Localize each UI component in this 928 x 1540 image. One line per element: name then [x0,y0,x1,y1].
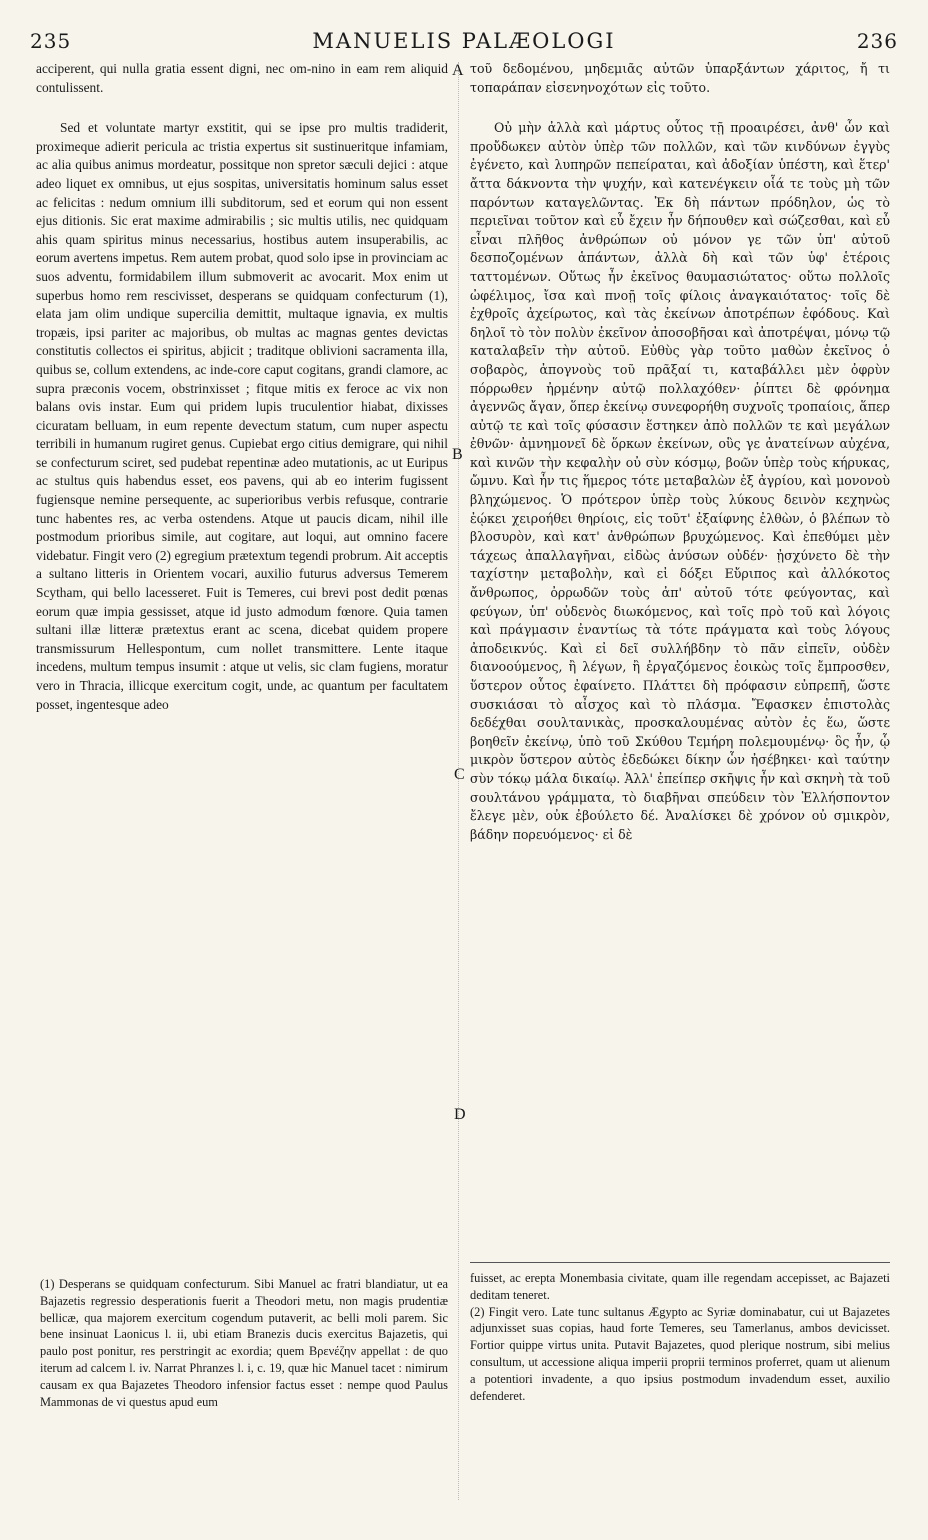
greek-carry-over: τοῦ δεδομένου, μηδεμιᾶς αὐτῶν ὑπαρξάντων χάριτος, ἤ τι τοπαράπαν εἰσενηνοχότων εἰς τοῦτο. [470,61,890,95]
latin-column [36,60,448,714]
running-title: MANUELIS PALÆOLOGI [312,29,616,53]
greek-column [470,60,890,844]
latin-paragraph: Sed et voluntate martyr exstitit, qui se ipse pro multis tradiderit, proximeque adierit pericula ac tristia expertus sit sustinueritque infamiam, ac alia quibus animus mordeatur, possitque non spretor sæculi dejici : atque adeo liquet ex omnibus, ut ejus sospitas, universitatis hominum salus esset ac felicitas : nedum omnium illi subditorum, sed et eorum qui non essent ejus ditionis. Sic erat maxime admirabilis ; sic multis utilis, nec quidquam ahis quam spiritus minus necessarius, hostibus autem insuperabilis, ac eorum avertens impetus. Rem autem probat, quod solo ipse in provinciam ac suos adventu, formidabilem illum submoverit ac avocarit. Mox enim ut superbus homo rem rescivisset, desperans se quidquam confecturum (1), elata jam olim undique supercilia demittit, multaque ignavia, ex multis tropæis, ipsi pariter ac majoribus, ob multas ac magnas gentes devictas constitutis collectos ei spiritus, abjicit ; traditque oblivioni sacramenta illa, quibus se, collum extendens, ac inde-core caput cogitans, grandi clamore, ac supra præconis vocem, obstrinxisset ; fitque mitis ex feroce ac vix non balans ovis instar. Eum qui pridem lupis truculentior hiabat, dixisses cicuratam belluam, in eum repente devectum statum, cum nuper aspectu terribili in humanum rugiret genus. Cupiebat ergo citius demigrare, qui nihil se confecturum sciret, sed pudebat repentinæ adeo mutationis, ac ut Euripus ac stultus quis habendus esset, eos pavens, qui ab eo interim fugissent fugiensque nemine persequente, ac superioribus verbis refusque, contrarie tunc habentes res, ac verba ostendens. Atque ut paucis dicam, nihil ille postmodum prioribus simile, aut cogitare, aut loqui, aut omnino facere videbatur. Fingit vero (2) egregium prætextum tegendi probrum. Ait acceptis a sultano litteris in Orientem vocari, auxilio futurus adversus Temerem Scytham, qui bello lacesseret. Fuit is Temeres, cui brevi post dedit pœnas eorum quæ impia gessisset, atque id justo admodum fœnore. Quia tamen sultani illæ litteræ prætextus erant ac scena, dicebat quidem propere transmissurum Hellespontum, cum nollet transmittere. Lente itaque incedens, multum tempus insumit : atque ut velis, sic clam fugiens, moratur vero in Thracia, illicque exercitum cogit, unde, ac quantum per facultatem posset, ingentesque adeo [36,120,448,712]
margin-letter-b: B [452,446,463,463]
latin-carry-over: acciperent, qui nulla gratia essent digni, nec om-nino in eam rem aliquid contulissent. [36,61,448,95]
right-page-number: 236 [856,29,898,53]
greek-paragraph: Οὐ μὴν ἀλλὰ καὶ μάρτυς οὗτος τῇ προαιρέσει, ἀνθ' ὧν καὶ προὔδωκεν αὐτὸν ὑπὲρ τῶν πολλῶν, καὶ τῶν κινδύνων ἐγγὺς ἐγένετο, καὶ λυπηρῶν πεπείραται, καὶ ἀδοξίαν ὑπέστη, καὶ ἕτερ' ἄττα δάκνοντα τὴν ψυχήν, καὶ κατενέγκειν οἷά τε τοὺς μὴ τῶν παρόντων καταγελῶντας. Ἐκ δὴ πάντων πρόδηλον, ὡς τὸ περιεῖναι τοῦτον καὶ εὖ ἔχειν ἦν δήπουθεν καὶ σώζεσθαι, καὶ εὖ εἶναι πλῆθος ἀνθρώπων οὐ μόνον γε τῶν ὑπ' αὐτοῦ δεσποζομένων ἁπάντων, ἀλλὰ δὴ καὶ τῶν ὑφ' ἑτέροις ταττομένων. Οὕτως ἦν ἐκεῖνος θαυμασιώτατος· οὕτω πολλοῖς ὠφέλιμος, ἴσα καὶ πνοῇ τοῖς φίλοις ἀναγκαιότατος· τοῖς δὲ ἐχθροῖς ἀχείρωτος, καὶ τὰς ἐκείνων ἀποτρέπων ἐφόδους. Καὶ δηλοῖ τὸ τὸν πολὺν ἐκεῖνον ἀποσοβῆσαι καὶ ἀποτρέψαι, μόνῳ τῷ καταλαβεῖν τὴν αὐτοῦ. Εὐθὺς γὰρ τοῦτο μαθὼν ἐκεῖνος ὁ σοβαρὸς, ἀπογνοὺς τοῦ πρᾶξαί τι, καταβάλλει μὲν ὀφρὺν πόρρωθεν ἠρμένην αὐτῷ πολλαχόθεν· ῥίπτει δὲ φρόνημα ἀγεννῶς ἄγαν, ὅπερ ἐκείνῳ συνεφορήθη συχνοῖς τροπαίοις, ἅπερ αὐτῷ τε καὶ τοῖς φύσασιν ἕστηκεν ἀπὸ πολλῶν τε καὶ μεγάλων ἐθνῶν· ἀμνημονεῖ δὲ ὅρκων ἐκείνων, οὓς γε ἀνατείνων αὐχένα, καὶ κινῶν τὴν κεφαλὴν οὐ σὺν κόσμῳ, βοῶν ὑπὲρ τοὺς κήρυκας, ὤμνυ. Καὶ ἦν τις ἥμερος τότε μεταβαλὼν ἐξ ἀγρίου, καὶ μονονοὺ βληχώμενος. Ὁ πρότερον ὑπὲρ τοὺς λύκους δεινὸν κεχηνὼς ἐῴκει χειροήθει θηρίοις, εἰς τοῦτ' ἐξαίφνης ἐλθὼν, ὁ βλέπων τὸ βλοσυρὸν, καὶ κατ' ἀνθρώπων βρυχώμενος. Καὶ ἐπεθύμει μὲν τάχεως ἀπαλλαγῆναι, εἰδὼς ἀνύσων οὐδέν· ᾐσχύνετο δὲ τὴν ταχίστην μεταβολὴν, καὶ εἰ δόξει Εὔριπος καὶ ἀλλόκοτος ἄνθρωπος, ὀρρωδῶν τοὺς ἀπ' αὐτοῦ τότε φεύγοντας, καὶ φεύγων, ὑπ' οὐδενὸς διωκόμενος, καὶ τοῖς πρὸ τοῦ καὶ λόγοις καὶ πράγμασιν ἐναντίως τὰ τότε πράγματα καὶ τοὺς λόγους ἀποδεικνύς. Καὶ εἰ δεῖ συλλήβδην τὸ πᾶν εἰπεῖν, οὐδὲν διανοούμενος, ἢ λέγων, ἢ ἐργαζόμενος ἐοικὼς τοῖς ἔμπροσθεν, ὕστερον οὗτος ἐφαίνετο. Πλάττει δὴ πρόφασιν εὐπρεπῆ, ὥστε συσκιάσαι τὸ αἶσχος καὶ τὸ πλάσμα. Ἔφασκεν ἐπιστολὰς δεδέχθαι σουλτανικὰς, προσκαλουμένας αὐτὸν ἐς ἕω, ὥστε βοηθεῖν ἐκείνῳ, ὑπὸ τοῦ Σκύθου Τεμήρη πολεμουμένῳ· ὃς ἦν, ᾧ μικρὸν ὕστερον αὐτὸς ἐδεδώκει δίκην ὧν ἠσέβηκει· καὶ ταύτην σὺν τόκῳ μάλα δικαίῳ. Ἀλλ' ἐπείπερ σκῆψις ἦν καὶ σκηνὴ τὰ τοῦ σουλτάνου γράμματα, τὸ διαβῆναι σπεύδειν τὸν Ἑλλήσποντον ἔλεγε μὲν, οὐκ ἐβούλετο δέ. Ἀναλίσκει δὲ χρόνον οὐ σμικρὸν, βάδην πορευόμενος· εἰ δὲ [470,120,890,842]
page-header [30,28,898,54]
margin-letter-d: D [454,1106,466,1123]
margin-letter-c: C [454,766,465,783]
footnote-rule [470,1262,890,1263]
left-page-number: 235 [30,29,72,53]
footnote-left: (1) Desperans se quidquam confecturum. Sibi Manuel ac fratri blandiatur, ut ea Bajazetis regressio desperationis fuerit a Theodori metu, non magis prudentiæ bellicæ, qua majorem exercitum cogendum putaverit, ac belli moli parem. Sic bene insinuat Laonicus l. ii, ubi etiam Branezis ducis exercitus Bajazetis, qui paulo post ponitur, res perstringit ac exordia; quem Βρενέζην appellat : de quo iterum ad calcem l. iv. Narrat Phranzes l. i, c. 19, quæ hic Manuel tacet : nimirum causam ex qua Bajazetes Theodoro infensior factus esset : nempe quod Paulus Mammonas de vi questus apud eum [40,1277,448,1409]
margin-letter-a: A [452,62,464,79]
footnote-right-carry: fuisset, ac erepta Monembasia civitate, quam ille regendam accepisset, ac Bajazeti deditam teneret. [470,1271,890,1302]
footnote-right-2: (2) Fingit vero. Late tunc sultanus Ægypto ac Syriæ dominabatur, cui ut Bajazetes adjunxisset suas copias, haud forte Temeres, seu Tamerlanus, ambos devicisset. Fortior quippe virtus unita. Putavit Bajazetes, quod plerique nostrum, sibi melius consultum, ut accessione aliqua imperii proprii terminos proferret, quam ut alienum a potentiori invadente, a quo ipsius postmodum invadendum esset, auxilio defenderet. [470,1304,890,1403]
footnote-right [470,1270,890,1404]
